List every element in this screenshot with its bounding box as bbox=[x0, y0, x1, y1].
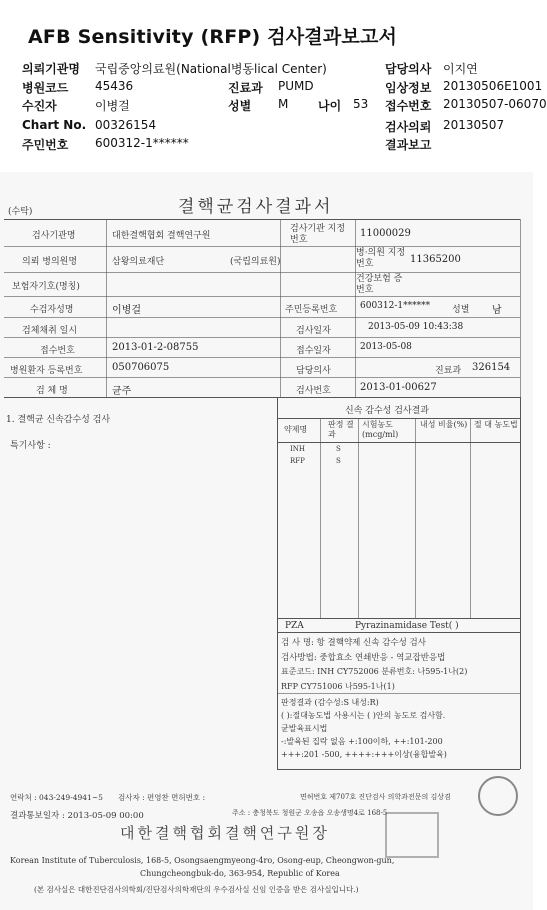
pza-label: PZA bbox=[285, 621, 304, 631]
acc-date-label: 접수일자 bbox=[296, 346, 331, 356]
header-label: Chart No. bbox=[22, 118, 87, 132]
header-label: 담당의사 bbox=[385, 62, 432, 76]
req-value2: (국립의료원) bbox=[230, 257, 281, 267]
spec-value: 균주 bbox=[112, 386, 132, 397]
inst-label: 검사기관명 bbox=[32, 231, 76, 241]
header-label: 수진자 bbox=[22, 99, 57, 113]
header-label: 임상정보 bbox=[385, 81, 432, 95]
drug-name: INH bbox=[290, 445, 305, 453]
drug-result: S bbox=[336, 445, 341, 453]
footer-phone: 연락처 : 043-249-4941~5 bbox=[10, 793, 103, 802]
exam-label: 검사일자 bbox=[296, 326, 331, 336]
scan-title: 결핵균검사결과서 bbox=[178, 197, 334, 217]
method-line: 검 사 명: 항 결핵약제 신속 감수성 검사 bbox=[281, 638, 426, 648]
header-label: 접수번호 bbox=[385, 99, 432, 113]
header-label: 검사의뢰 bbox=[385, 120, 432, 134]
seal-stamp bbox=[478, 776, 518, 816]
result-title: 신속 감수성 검사결과 bbox=[345, 406, 429, 416]
header-value: 20130506E1001 bbox=[443, 79, 543, 93]
req-no-label: 병·의원 지정번호 bbox=[356, 248, 406, 269]
sex-value: 남 bbox=[492, 305, 502, 316]
acc-label: 접수번호 bbox=[40, 346, 75, 356]
reg-label: 병원환자 등록번호 bbox=[10, 366, 83, 376]
method-line: RFP CY751006 나595-1나(1) bbox=[281, 682, 395, 691]
header-value: M bbox=[278, 97, 289, 111]
header-value: 국립중앙의료원(National병동lical Center) bbox=[95, 62, 327, 76]
rrn-value: 600312-1****** bbox=[360, 301, 431, 311]
header-label: 결과보고 bbox=[385, 138, 432, 152]
req-value: 삼왕의료재단 bbox=[112, 257, 165, 267]
examno-label: 검사번호 bbox=[296, 386, 331, 396]
report-title: AFB Sensitivity (RFP) 검사결과보고서 bbox=[28, 26, 398, 48]
ins-label: 보험자기호(명칭) bbox=[12, 282, 80, 292]
spec-label: 검 체 명 bbox=[36, 386, 68, 396]
footer-eng2: Chungcheongbuk-do, 363-954, Republic of Korea bbox=[140, 869, 340, 878]
judge-line: +++:201 -500, ++++:+++이상(융합발육) bbox=[281, 750, 447, 759]
header-value: 이병걸 bbox=[95, 99, 130, 113]
header-value: 53 bbox=[353, 97, 369, 111]
footer-address: 주소 : 충청북도 청원군 오송읍 오송생명4로 168-5 bbox=[232, 809, 388, 817]
footer-cert: (본 검사실은 대한진단검사의학회/진단검사의학재단의 우수검사실 신임 인증을 받은 검사실입니다.) bbox=[34, 885, 359, 894]
header-value: 45436 bbox=[95, 79, 134, 93]
method-line: 표준코드: INH CY752006 분류번호: 나595-1나(2) bbox=[281, 667, 468, 676]
acc-value: 2013-01-2-08755 bbox=[112, 342, 199, 353]
header-label: 주민번호 bbox=[22, 138, 69, 152]
footer-org: 대한결핵협회결핵연구원장 bbox=[120, 824, 330, 842]
patient-label: 수검자성명 bbox=[30, 305, 74, 315]
footer-inspector: 검사자 : 편영찬 면허번호 : bbox=[118, 793, 206, 802]
header-value: PUMD bbox=[278, 79, 314, 93]
drug-name: RFP bbox=[290, 457, 305, 465]
header-label: 병원코드 bbox=[22, 81, 69, 95]
inst-no-label: 검사기관 지정번호 bbox=[290, 224, 346, 245]
patient-value: 이병걸 bbox=[112, 305, 141, 316]
acc-date-value: 2013-05-08 bbox=[360, 342, 412, 352]
examno-value: 2013-01-00627 bbox=[360, 382, 437, 393]
section-left: 1. 결핵균 신속감수성 검사 bbox=[6, 415, 111, 425]
th-ratio: 내성 비율(%) bbox=[420, 420, 468, 429]
collect-label: 검체채취 일시 bbox=[22, 326, 78, 336]
header-label: 성별 bbox=[228, 99, 252, 113]
footer-license: 면허번호 제707호 진단검사 의학과전문의 김상겸 bbox=[300, 793, 451, 801]
judge-line: ( ):절대농도법 사용시는 ( )안의 농도로 검사함. bbox=[281, 711, 446, 720]
th-result: 판정 결과 bbox=[328, 420, 354, 439]
label-tag: (수탁) bbox=[8, 207, 33, 217]
scanned-report bbox=[0, 172, 533, 910]
th-conc: 시험농도 (mcg/ml) bbox=[362, 420, 399, 439]
judge-line: 균발육표시법 bbox=[281, 724, 328, 733]
header-value: 이지연 bbox=[443, 62, 478, 76]
judge-line: -:발육된 집락 없음 +:100이하, ++:101-200 bbox=[281, 737, 443, 746]
inst-no-value: 11000029 bbox=[360, 228, 411, 239]
th-abs: 절 대 농도법 bbox=[474, 420, 518, 429]
judge-line: 판정결과 (감수성:S 내성:R) bbox=[281, 698, 379, 707]
header-value: 600312-1****** bbox=[95, 136, 189, 150]
header-value: 00326154 bbox=[95, 118, 157, 132]
req-label: 의뢰 병의원명 bbox=[22, 257, 78, 267]
inst-value: 대한결핵협회 결핵연구원 bbox=[112, 231, 211, 241]
sex-label: 성별 bbox=[452, 305, 470, 315]
official-seal bbox=[385, 812, 439, 858]
header-label: 진료과 bbox=[228, 81, 263, 95]
dept-value: 326154 bbox=[472, 362, 511, 373]
th-drug: 약제명 bbox=[284, 425, 308, 434]
drug-result: S bbox=[336, 457, 341, 465]
ins-no-label: 건강보험 증번호 bbox=[356, 274, 403, 295]
reg-value: 050706075 bbox=[112, 362, 170, 373]
dept-label: 진료과 bbox=[435, 366, 462, 376]
report-header bbox=[0, 0, 547, 165]
header-value: 20130507-06070 bbox=[443, 97, 547, 111]
doc-label: 담당의사 bbox=[296, 366, 331, 376]
footer-eng1: Korean Institute of Tuberculosis, 168-5, Osongsaengmyeong-4ro, Osong-eup, Cheongwon-gun, bbox=[10, 856, 395, 865]
pza-desc: Pyrazinamidase Test( ) bbox=[355, 621, 459, 631]
footer-report-date: 결과통보일자 : 2013-05-09 00:00 bbox=[10, 811, 144, 821]
exam-value: 2013-05-09 10:43:38 bbox=[368, 322, 464, 332]
req-no-value: 11365200 bbox=[410, 254, 461, 265]
header-label: 나이 bbox=[318, 99, 342, 113]
header-label: 의뢰기관명 bbox=[22, 62, 80, 76]
header-value: 20130507 bbox=[443, 118, 505, 132]
rrn-label: 주민등록번호 bbox=[285, 305, 338, 315]
remarks: 특기사항 : bbox=[10, 441, 51, 451]
method-line: 검사방법: 중합효소 연쇄반응 - 역교잡반응법 bbox=[281, 653, 446, 663]
